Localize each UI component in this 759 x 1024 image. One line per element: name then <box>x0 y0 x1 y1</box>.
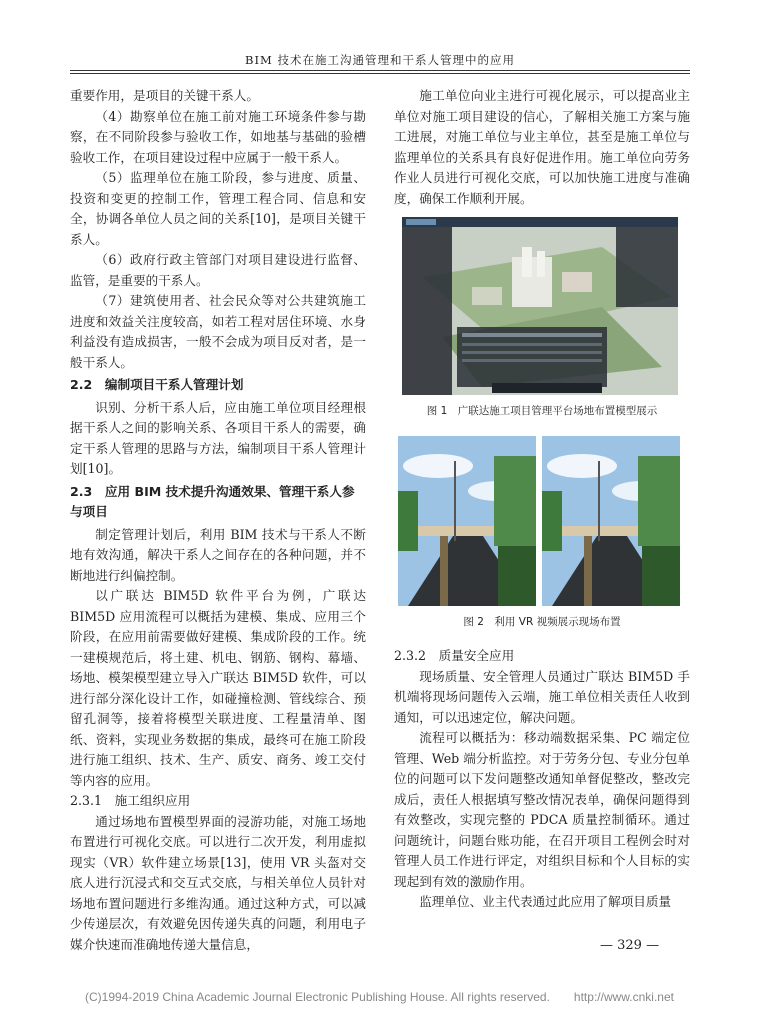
figure-1-caption: 图 1 广联达施工项目管理平台场地布置模型展示 <box>426 405 658 417</box>
paragraph: 现场质量、安全管理人员通过广联达 BIM5D 手机端将现场问题传入云端，施工单位相关责任人收到通知，可以迅速定位，解决问题。 <box>394 668 690 725</box>
paragraph: （6）政府行政主管部门对项目建设进行监督、监管，是重要的干系人。 <box>70 252 366 288</box>
paragraph: 以广联达 BIM5D 软件平台为例，广联达 BIM5D 应用流程可以概括为建模、集成、应用三个阶段，在应用前需要做好建模、集成阶段的工作。统一建模规范后，将土建、机电、钢筋、钢构、幕墙、场地、模架模型建立导入广联达 BIM5D 软件，可以进行部分深化设计工作，如碰撞检测、管线综合、预留孔洞等，接着将模型关联进度、工程量清单、图纸、资料，实现业务数据的集成，最终可在施工阶段进行施工组织、技术、生产、质安、商务、竣工交付等内容的应用。 <box>70 588 366 788</box>
paragraph: 通过场地布置模型界面的浸游功能，对施工场地布置进行可视化交底。可以进行二次开发，利用虚拟现实（VR）软件建立场景[13]，使用 VR 头盔对交底人进行沉浸式和交互式交底，与相关单位人员针对场地布置问题进行多维沟通。通过这种方式，可以减少传递层次，有效避免因传递失真的问题，利用电子媒介快速而准确地传递大量信息， <box>70 813 366 952</box>
paragraph: 制定管理计划后，利用 BIM 技术与干系人不断地有效沟通，解决干系人之间存在的各种问题，并不断地进行纠偏控制。 <box>70 526 366 583</box>
section-heading-2-2: 2.2 编制项目干系人管理计划 <box>70 377 244 392</box>
figure-2-caption: 图 2 利用 VR 视频展示现场布置 <box>463 615 621 628</box>
copyright-footer: (C)1994-2019 China Academic Journal Electronic Publishing House. All rights reserved. http://www.cnki.net <box>85 990 674 1004</box>
subsection-heading-2-3-2: 2.3.2 质量安全应用 <box>394 648 515 663</box>
header-rule-top <box>70 70 690 71</box>
figure-1-image <box>402 217 678 395</box>
paragraph: （4）勘察单位在施工前对施工环境条件参与勘察，在不同阶段参与验收工作，如地基与基础的验槽验收工作，在项目建设过程中应属于一般干系人。 <box>70 108 366 165</box>
right-column <box>394 86 690 913</box>
running-title: BIM 技术在施工沟通管理和干系人管理中的应用 <box>245 53 515 67</box>
paragraph: 施工单位向业主进行可视化展示，可以提高业主单位对施工项目建设的信心，了解相关施工方案与施工进展，对施工单位与业主单位，甚至是施工单位与监理单位的关系具有良好促进作用。施工单位向劳务作业人员进行可视化交底，可以加快施工进度与准确度，确保工作顺利开展。 <box>394 88 690 206</box>
bim-platform-illustration <box>402 217 678 395</box>
paragraph: 监理单位、业主代表通过此应用了解项目质量 <box>419 894 672 909</box>
figure-2-image <box>398 436 680 606</box>
paragraph: 识别、分析干系人后，应由施工单位项目经理根据干系人之间的影响关系、各项目干系人的需要，确定干系人管理的思路与方法，编制项目干系人管理计划[10]。 <box>70 399 366 476</box>
header-rule-bottom <box>70 73 690 74</box>
page-number: — 329 — <box>600 938 660 953</box>
paragraph: 重要作用，是项目的关键干系人。 <box>70 88 259 103</box>
paragraph: （5）监理单位在施工阶段，参与进度、质量、投资和变更的控制工作，管理工程合同、信息和安全，协调各单位人员之间的关系[10]，是项目关键干系人。 <box>70 170 366 247</box>
section-heading-2-3: 2.3 应用 BIM 技术提升沟通效果、管理干系人参与项目 <box>70 483 355 519</box>
left-column <box>70 86 366 955</box>
paragraph: （7）建筑使用者、社会民众等对公共建筑施工进度和效益关注度较高，如若工程对居住环境、水身利益没有造成损害，一般不会成为项目反对者，是一般干系人。 <box>70 293 366 370</box>
paragraph: 流程可以概括为：移动端数据采集、PC 端定位管理、Web 端分析监控。对于劳务分包、专业分包单位的问题可以下发问题整改通知单督促整改，整改完成后，责任人根据填写整改情况表单，确保问题得到有效整改，实现完整的 PDCA 质量控制循环。通过问题统计，问题台账功能，在召开项目工程例会时对管理人员工作进行评定，对组织目标和个人目标的实现起到有效的激励作用。 <box>394 730 690 889</box>
subsection-heading-2-3-1: 2.3.1 施工组织应用 <box>70 793 191 808</box>
vr-stereo-illustration <box>398 436 680 606</box>
